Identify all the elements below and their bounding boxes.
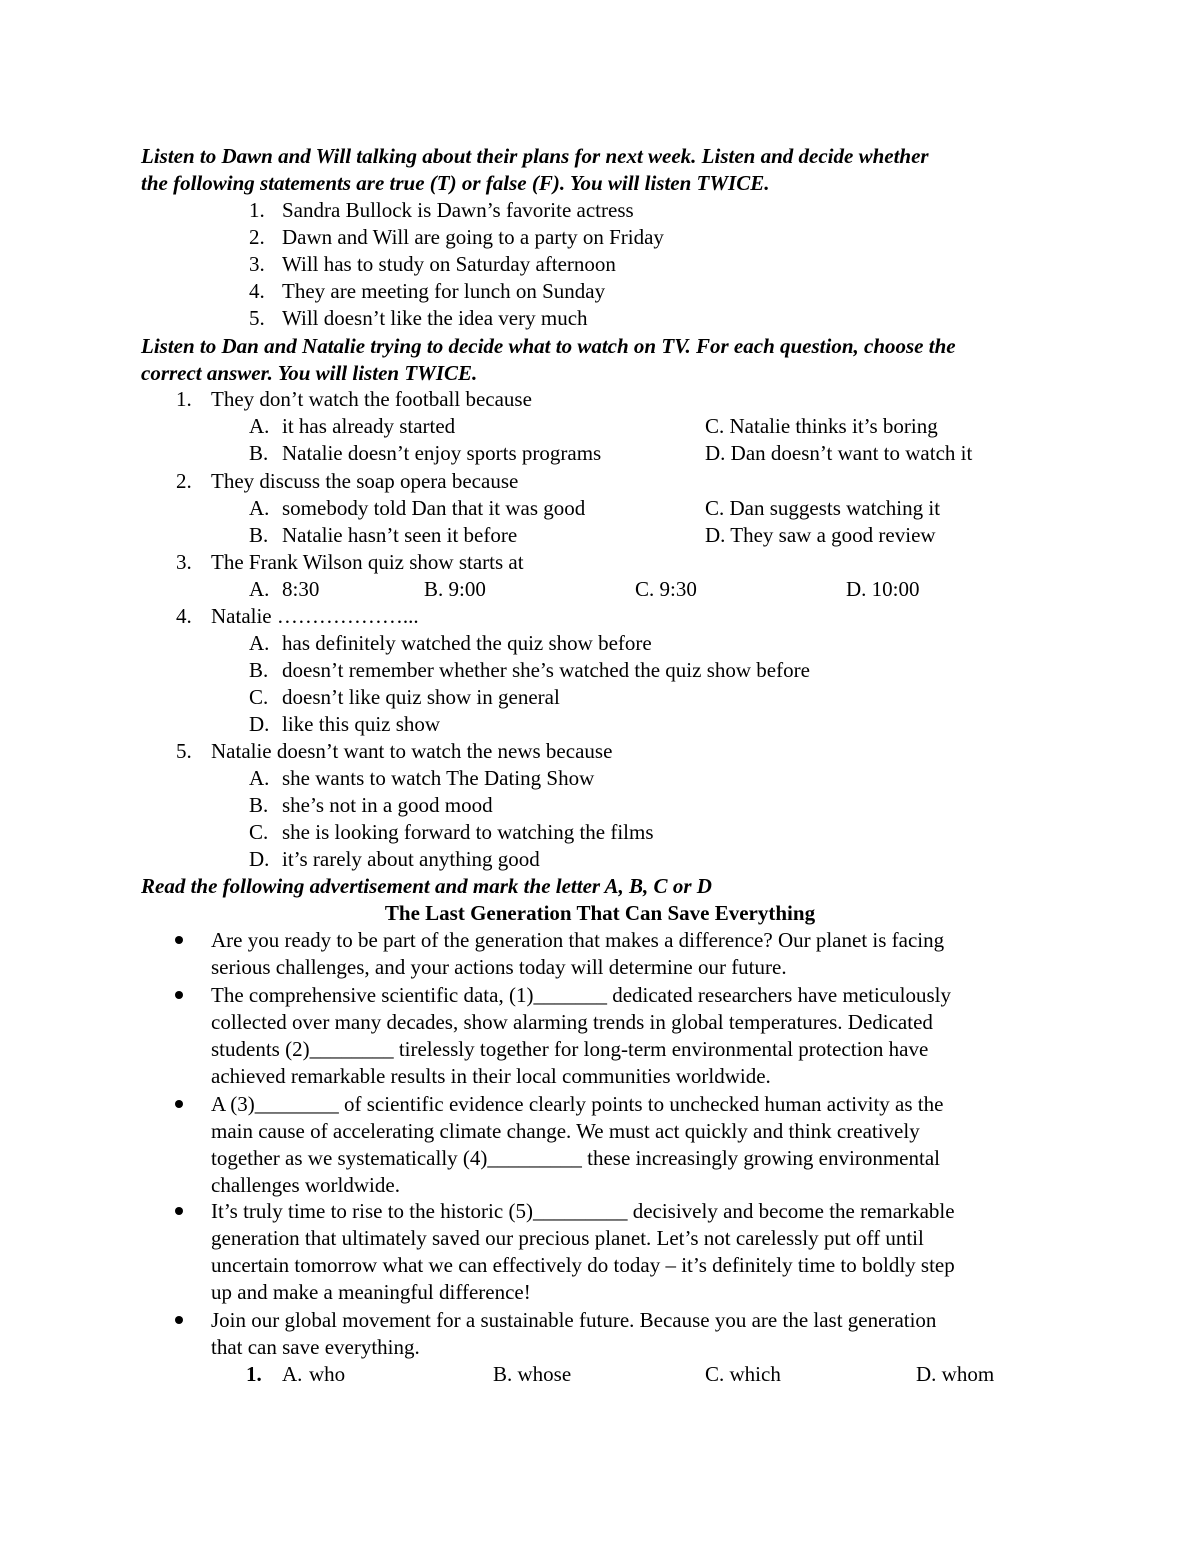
option-text: like this quiz show [282, 712, 441, 736]
section2-instruction-line1: Listen to Dan and Natalie trying to decide what to watch on TV. For each question, choose the [141, 334, 956, 358]
bullet-text-line: serious challenges, and your actions today will determine our future. [211, 955, 787, 979]
option-text: C. 9:30 [635, 577, 697, 601]
option-letter: A. [249, 766, 270, 790]
option-text: who [309, 1362, 346, 1386]
option-text: it has already started [282, 414, 456, 438]
advertisement-title: The Last Generation That Can Save Everything [384, 901, 816, 925]
s1-item-text: Will doesn’t like the idea very much [282, 306, 588, 330]
bullet-text-line: A (3)________ of scientific evidence clearly points to unchecked human activity as the [211, 1092, 944, 1116]
bullet-text-line: It’s truly time to rise to the historic (5)_________ decisively and become the remarkable [211, 1199, 955, 1223]
option-text: C. Dan suggests watching it [705, 496, 941, 520]
bullet-text-line: generation that ultimately saved our precious planet. Let’s not carelessly put off until [211, 1226, 924, 1250]
section1-instruction-line2: the following statements are true (T) or false (F). You will listen TWICE. [141, 171, 770, 195]
option-text: D. Dan doesn’t want to watch it [705, 441, 973, 465]
option-letter: C. [249, 685, 269, 709]
option-text: Natalie doesn’t enjoy sports programs [282, 441, 602, 465]
option-letter: C. [249, 820, 269, 844]
option-text: D. 10:00 [846, 577, 920, 601]
question-stem: They discuss the soap opera because [211, 469, 519, 493]
question-stem: Natalie doesn’t want to watch the news because [211, 739, 613, 763]
option-text: D. They saw a good review [705, 523, 936, 547]
option-text: it’s rarely about anything good [282, 847, 540, 871]
bullet-text-line: up and make a meaningful difference! [211, 1280, 531, 1304]
option-letter: B. [249, 523, 269, 547]
s1-item-number: 5. [249, 306, 265, 330]
option-letter: B. [249, 658, 269, 682]
option-letter: A. [249, 631, 270, 655]
s1-item-number: 3. [249, 252, 265, 276]
option-letter: A. [249, 496, 270, 520]
option-letter: B. [249, 441, 269, 465]
option-letter: A. [282, 1362, 303, 1386]
bullet-text-line: The comprehensive scientific data, (1)_______ dedicated researchers have meticulously [211, 983, 951, 1007]
option-letter: D. [249, 712, 270, 736]
option-text: doesn’t like quiz show in general [282, 685, 560, 709]
s1-item-text: Sandra Bullock is Dawn’s favorite actress [282, 198, 634, 222]
option-text: D. whom [916, 1362, 995, 1386]
bullet-dot [175, 936, 183, 944]
question-stem: The Frank Wilson quiz show starts at [211, 550, 524, 574]
option-letter: A. [249, 414, 270, 438]
question-number: 4. [176, 604, 192, 628]
bullet-text-line: challenges worldwide. [211, 1173, 400, 1197]
question-stem: They don’t watch the football because [211, 387, 532, 411]
option-text: C. which [705, 1362, 781, 1386]
section2-instruction-line2: correct answer. You will listen TWICE. [141, 361, 478, 385]
bullet-dot [175, 1207, 183, 1215]
bullet-text-line: Join our global movement for a sustainable future. Because you are the last generation [211, 1308, 937, 1332]
bullet-text-line: achieved remarkable results in their local communities worldwide. [211, 1064, 771, 1088]
bullet-text-line: students (2)________ tirelessly together for long-term environmental protection have [211, 1037, 929, 1061]
bullet-text-line: that can save everything. [211, 1335, 420, 1359]
option-text: C. Natalie thinks it’s boring [705, 414, 938, 438]
option-text: B. 9:00 [424, 577, 486, 601]
option-text: B. whose [493, 1362, 572, 1386]
option-letter: D. [249, 847, 270, 871]
bullet-dot [175, 1100, 183, 1108]
bullet-text-line: Are you ready to be part of the generation that makes a difference? Our planet is facing [211, 928, 945, 952]
question-stem: Natalie ………………... [211, 604, 419, 628]
s1-item-number: 1. [249, 198, 265, 222]
s1-item-text: Will has to study on Saturday afternoon [282, 252, 616, 276]
option-text: doesn’t remember whether she’s watched the quiz show before [282, 658, 810, 682]
bullet-dot [175, 991, 183, 999]
s1-item-number: 2. [249, 225, 265, 249]
option-letter: B. [249, 793, 269, 817]
option-text: Natalie hasn’t seen it before [282, 523, 518, 547]
option-letter: A. [249, 577, 270, 601]
bullet-text-line: collected over many decades, show alarming trends in global temperatures. Dedicated [211, 1010, 933, 1034]
option-text: 8:30 [282, 577, 320, 601]
question-number: 3. [176, 550, 192, 574]
option-text: somebody told Dan that it was good [282, 496, 586, 520]
bullet-text-line: together as we systematically (4)_________ these increasingly growing environmental [211, 1146, 940, 1170]
s1-item-number: 4. [249, 279, 265, 303]
option-text: has definitely watched the quiz show before [282, 631, 652, 655]
option-text: she’s not in a good mood [282, 793, 493, 817]
bullet-dot [175, 1316, 183, 1324]
s1-item-text: Dawn and Will are going to a party on Friday [282, 225, 664, 249]
answer-number: 1. [246, 1362, 262, 1386]
option-text: she wants to watch The Dating Show [282, 766, 595, 790]
option-text: she is looking forward to watching the films [282, 820, 654, 844]
section3-instruction: Read the following advertisement and mark the letter A, B, C or D [141, 874, 712, 898]
section1-instruction-line1: Listen to Dawn and Will talking about their plans for next week. Listen and decide whether [141, 144, 929, 168]
bullet-text-line: uncertain tomorrow what we can effectively do today – it’s definitely time to boldly step [211, 1253, 955, 1277]
question-number: 5. [176, 739, 192, 763]
s1-item-text: They are meeting for lunch on Sunday [282, 279, 606, 303]
question-number: 2. [176, 469, 192, 493]
bullet-text-line: main cause of accelerating climate change. We must act quickly and think creatively [211, 1119, 920, 1143]
question-number: 1. [176, 387, 192, 411]
